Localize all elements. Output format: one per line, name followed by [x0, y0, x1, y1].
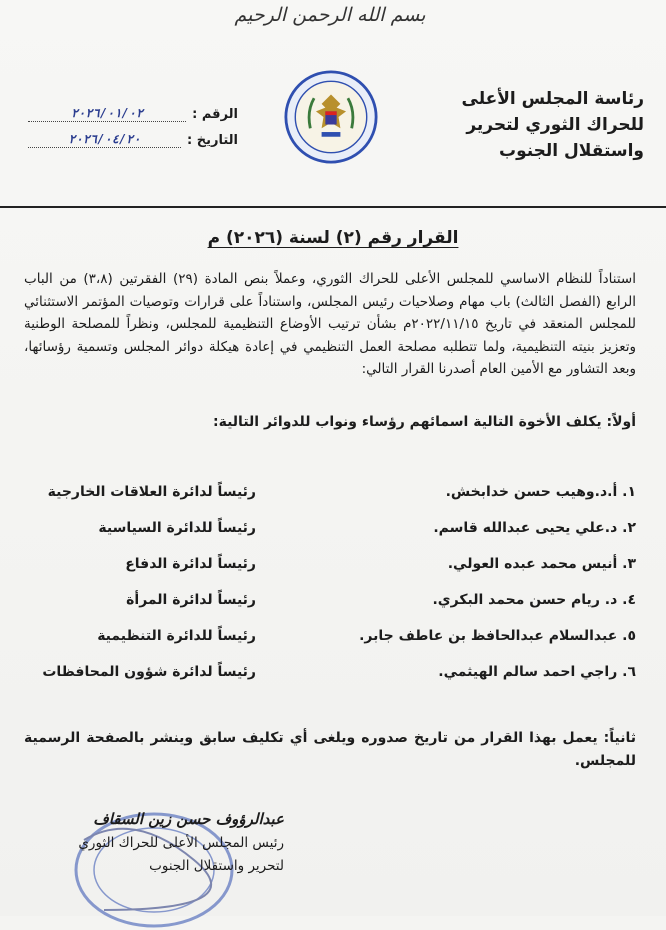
signatory-title-2: لتحرير واستقلال الجنوب — [149, 858, 284, 874]
letterhead-line-3: واستقلال الجنوب — [498, 141, 644, 161]
date-row — [28, 122, 238, 148]
list-item — [30, 664, 636, 700]
member-name: ١. أ.د.وهيب حسن خدابخش. — [445, 484, 636, 500]
signatory-title-1: رئيس المجلس الأعلى للحراك الثوري — [78, 835, 284, 851]
reference-label: الرقم : — [192, 107, 238, 122]
signature-block — [44, 806, 284, 878]
members-list — [30, 484, 636, 700]
member-name: ٥. عبدالسلام عبدالحافظ بن عاطف جابر. — [359, 628, 636, 644]
signatory-name: عبدالرؤوف حسن زين السقاف — [93, 810, 284, 828]
member-name: ٤. د. ريام حسن محمد البكري. — [432, 592, 636, 608]
member-name: ٢. د.علي يحيى عبدالله قاسم. — [433, 520, 636, 536]
letterhead — [414, 86, 644, 164]
preamble-text: استناداً للنظام الاساسي للمجلس الأعلى للحراك الثوري، وعملاً بنص المادة (٢٩) الفقرتين (٣،٨) من الباب الرابع (الفصل الثالث) باب مهام وصلاحيات رئيس المجلس، واستناداً على قرارات وتوصيات المؤتمر الاستثنائي للمجلس المنعقد في تاريخ ٢٠٢٢/١١/١٥م بشأن ترتيب الأوضاع التنظيمية للمجلس، ونظراً للمصلحة الوطنية وتعزيز بنيته التنظيمية، ولما تتطلبه مصلحة العمل التنظيمي في إعادة هيكلة دوائر المجلس وتسمية رؤسائها، وبعد التشاور مع الأمين العام أصدرنا القرار التالي: — [24, 271, 636, 378]
list-item — [30, 592, 636, 628]
basmala: بسم الله الرحمن الرحيم — [234, 4, 426, 26]
member-role: رئيساً للدائرة السياسية — [98, 520, 256, 536]
list-item — [30, 520, 636, 556]
date-value: ٢٠٢٦/٠٤/٢٠ — [28, 132, 181, 148]
section-one-heading: أولاً: يكلف الأخوة التالية اسمائهم رؤساء ونواب للدوائر التالية: — [213, 414, 636, 430]
member-name: ٣. أنيس محمد عبده العولي. — [447, 556, 636, 572]
letterhead-line-2: للحراك الثوري لتحرير — [466, 115, 644, 135]
letterhead-line-1: رئاسة المجلس الأعلى — [461, 89, 644, 109]
reference-value: ٢٠٢٦/٠١/٠٢ — [28, 106, 186, 122]
section-two: ثانياً: يعمل بهذا القرار من تاريخ صدوره ويلغى أي تكليف سابق وينشر بالصفحة الرسمية للمجلس. — [24, 730, 636, 769]
member-role: رئيساً لدائرة المرأة — [126, 592, 256, 608]
preamble — [24, 268, 636, 381]
member-name: ٦. راجي احمد سالم الهيثمي. — [438, 664, 636, 680]
member-role: رئيساً لدائرة الدفاع — [125, 556, 256, 572]
emblem-eagle-icon — [284, 70, 378, 164]
date-label: التاريخ : — [187, 133, 238, 148]
member-role: رئيساً لدائرة شؤون المحافظات — [42, 664, 256, 680]
list-item — [30, 628, 636, 664]
reference-row — [28, 96, 238, 122]
reference-block — [28, 96, 238, 148]
decision-title: القرار رقم (٢) لسنة (٢٠٢٦) م — [207, 228, 459, 248]
list-item — [30, 484, 636, 520]
member-role: رئيساً للدائرة التنظيمية — [97, 628, 256, 644]
header-divider — [0, 206, 666, 208]
member-role: رئيساً لدائرة العلاقات الخارجية — [47, 484, 256, 500]
list-item — [30, 556, 636, 592]
